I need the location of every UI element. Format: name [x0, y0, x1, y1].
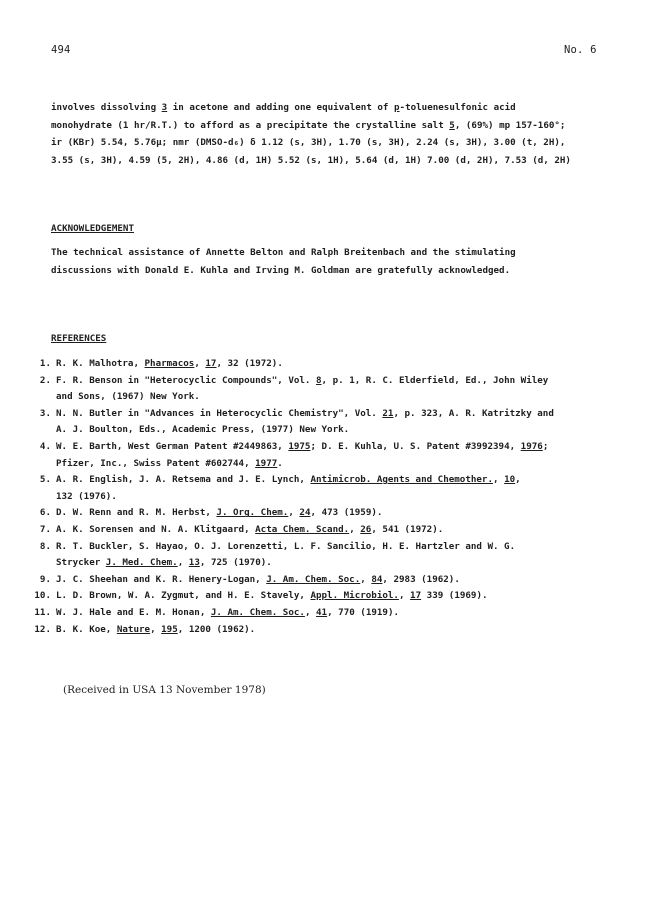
- intro-paragraph: [51, 99, 621, 169]
- text-run: ,: [194, 358, 206, 369]
- text-run: J. C. Sheehan and K. R. Henery-Logan,: [56, 573, 267, 585]
- text-run: discussions with Donald E. Kuhla and Irving M. Goldman are gratefully acknowledged.: [51, 264, 511, 276]
- text-run: , 1200 (1962).: [177, 623, 256, 635]
- reference-item: [34, 539, 634, 572]
- reference-number: 5.: [39, 474, 51, 486]
- text-run: D. W. Renn and R. M. Herbst,: [56, 507, 217, 519]
- text-run: , 2983 (1962).: [382, 573, 460, 585]
- underlined-text: 1976: [520, 440, 543, 452]
- underlined-text: J. Am. Chem. Soc.: [266, 573, 361, 585]
- text-run: , 32 (1972).: [216, 358, 283, 369]
- reference-text: [56, 439, 548, 472]
- reference-number: 9.: [39, 573, 51, 585]
- text-run: ,: [177, 557, 189, 569]
- underlined-text: 17: [205, 358, 217, 369]
- text-run: ; D. E. Kuhla, U. S. Patent #3992394,: [310, 440, 521, 452]
- reference-text: [56, 505, 382, 522]
- text-run: A. K. Sorensen and N. A. Klitgaard,: [56, 523, 256, 535]
- text-run: .: [277, 457, 283, 469]
- reference-line: [56, 439, 548, 456]
- reference-text: [56, 406, 554, 439]
- received-date: (Received in USA 13 November 1978): [63, 684, 266, 696]
- text-run: and Sons, (1967) New York.: [56, 391, 200, 403]
- text-run: ir (KBr) 5.54, 5.76μ; nmr (DMSO-d₆) δ 1.12 (s, 3H), 1.70 (s, 3H), 2.24 (s, 3H), 3.00 (t, 2H),: [51, 137, 566, 148]
- text-line: [51, 134, 621, 152]
- text-run: , 770 (1919).: [327, 606, 400, 618]
- reference-number: 11.: [34, 606, 51, 618]
- text-run: monohydrate (1 hr/R.T.) to afford as a precipitate the crystalline salt: [51, 119, 450, 131]
- underlined-text: J. Med. Chem.: [105, 557, 178, 569]
- underlined-text: 17: [410, 590, 422, 602]
- reference-number: 7.: [39, 523, 51, 535]
- text-line: [51, 152, 621, 170]
- underlined-text: 1975: [288, 440, 311, 452]
- text-run: ,: [150, 623, 162, 635]
- text-run: 3.55 (s, 3H), 4.59 (5, 2H), 4.86 (d, 1H) 5.52 (s, 1H), 5.64 (d, 1H) 7.00 (d, 2H), 7.53 (d, 2H): [51, 154, 571, 166]
- underlined-text: 26: [360, 523, 372, 535]
- reference-line: [56, 356, 283, 373]
- underlined-text: 41: [316, 606, 328, 618]
- acknowledgement-heading: ACKNOWLEDGEMENT: [51, 223, 134, 234]
- reference-line: [56, 555, 515, 572]
- reference-number: 2.: [39, 374, 51, 386]
- reference-item: [34, 572, 634, 589]
- text-run: , (69%) mp 157-160°;: [454, 119, 566, 131]
- reference-line: [56, 489, 521, 506]
- underlined-text: 5: [449, 119, 455, 131]
- text-run: B. K. Koe,: [56, 623, 117, 635]
- reference-text: [56, 572, 460, 589]
- reference-item: [34, 356, 634, 373]
- text-run: ,: [288, 507, 300, 519]
- reference-text: [56, 539, 515, 572]
- reference-line: [56, 456, 548, 473]
- reference-number: 1.: [39, 358, 51, 369]
- underlined-text: 84: [371, 573, 383, 585]
- text-run: ,: [515, 474, 521, 486]
- reference-number: 10.: [34, 590, 51, 602]
- underlined-text: 1977: [255, 457, 278, 469]
- text-run: , 541 (1972).: [371, 523, 444, 535]
- reference-line: [56, 539, 515, 556]
- text-run: N. N. Butler in "Advances in Heterocyclic Chemistry", Vol.: [56, 407, 383, 419]
- reference-item: [34, 605, 634, 622]
- acknowledgement-paragraph: [51, 244, 621, 279]
- underlined-text: 3: [161, 102, 168, 113]
- text-run: involves dissolving: [51, 102, 162, 113]
- reference-line: [56, 505, 382, 522]
- text-run: A. R. English, J. A. Retsema and J. E. Lynch,: [56, 474, 311, 486]
- text-line: [51, 262, 621, 280]
- reference-number: 6.: [39, 507, 51, 519]
- reference-item: [34, 472, 634, 505]
- text-run: ,: [398, 590, 411, 602]
- reference-number: 8.: [39, 540, 51, 552]
- reference-line: [56, 572, 460, 589]
- text-run: R. T. Buckler, S. Hayao, O. J. Lorenzetti, L. F. Sancilio, H. E. Hartzler and W. G.: [56, 540, 516, 552]
- text-run: The technical assistance of Annette Belton and Ralph Breitenbach and the stimulating: [51, 247, 516, 258]
- text-line: [51, 244, 621, 262]
- reference-item: [34, 373, 634, 406]
- text-run: Pfizer, Inc., Swiss Patent #602744,: [56, 457, 256, 469]
- reference-item: [34, 522, 634, 539]
- reference-text: [56, 373, 548, 406]
- reference-item: [34, 406, 634, 439]
- text-run: ,: [493, 474, 505, 486]
- underlined-text: 21: [382, 407, 394, 419]
- text-line: [51, 117, 621, 135]
- text-run: Strycker: [56, 557, 106, 569]
- underlined-text: Appl. Microbiol.: [310, 590, 399, 602]
- text-run: , p. 323, A. R. Katritzky and: [393, 407, 554, 419]
- reference-line: [56, 472, 521, 489]
- text-run: L. D. Brown, W. A. Zygmut, and H. E. Stavely,: [56, 590, 311, 602]
- text-run: ;: [542, 440, 549, 452]
- text-run: ,: [349, 523, 361, 535]
- reference-text: [56, 588, 488, 605]
- reference-item: [34, 439, 634, 472]
- reference-line: [56, 622, 255, 639]
- underlined-text: Antimicrob. Agents and Chemother.: [310, 474, 493, 486]
- text-run: R. K. Malhotra,: [56, 358, 145, 369]
- underlined-text: Acta Chem. Scand.: [255, 523, 350, 535]
- text-run: F. R. Benson in "Heterocyclic Compounds", Vol.: [56, 374, 316, 386]
- text-run: W. J. Hale and E. M. Honan,: [56, 606, 211, 618]
- text-run: W. E. Barth, West German Patent #2449863,: [56, 440, 289, 452]
- underlined-text: 24: [299, 507, 311, 519]
- text-run: in acetone and adding one equivalent of: [167, 102, 394, 113]
- reference-line: [56, 373, 548, 390]
- text-run: , 725 (1970).: [199, 557, 272, 569]
- underlined-text: 10: [504, 474, 516, 486]
- reference-item: [34, 588, 634, 605]
- underlined-text: 8: [315, 374, 322, 386]
- text-line: [51, 99, 621, 117]
- reference-line: [56, 588, 488, 605]
- text-run: A. J. Boulton, Eds., Academic Press, (1977) New York.: [56, 424, 350, 436]
- text-run: 339 (1969).: [421, 590, 488, 602]
- page-number: 494: [51, 44, 71, 56]
- reference-number: 3.: [39, 407, 51, 419]
- references-heading: REFERENCES: [51, 333, 107, 344]
- issue-number: No. 6: [564, 44, 597, 56]
- reference-item: [34, 622, 634, 639]
- underlined-text: Pharmacos: [144, 358, 195, 369]
- text-run: , p. 1, R. C. Elderfield, Ed., John Wiley: [321, 374, 549, 386]
- reference-text: [56, 472, 521, 505]
- reference-line: [56, 406, 554, 423]
- text-run: 132 (1976).: [56, 490, 117, 502]
- reference-number: 4.: [39, 440, 51, 452]
- reference-line: [56, 522, 443, 539]
- reference-text: [56, 356, 283, 373]
- reference-text: [56, 522, 443, 539]
- reference-line: [56, 389, 548, 406]
- reference-line: [56, 605, 399, 622]
- reference-number: 12.: [34, 623, 51, 635]
- text-run: -toluenesulfonic acid: [399, 102, 516, 113]
- text-run: ,: [304, 606, 317, 618]
- reference-text: [56, 622, 255, 639]
- underlined-text: p: [393, 102, 400, 113]
- references-list: [34, 356, 634, 638]
- underlined-text: Nature: [116, 623, 151, 635]
- reference-text: [56, 605, 399, 622]
- underlined-text: 195: [161, 623, 178, 635]
- underlined-text: 13: [188, 557, 200, 569]
- text-run: , 473 (1959).: [310, 507, 383, 519]
- reference-item: [34, 505, 634, 522]
- underlined-text: J. Org. Chem.: [216, 507, 289, 519]
- reference-line: [56, 422, 554, 439]
- text-run: ,: [360, 573, 372, 585]
- underlined-text: J. Am. Chem. Soc.: [210, 606, 305, 618]
